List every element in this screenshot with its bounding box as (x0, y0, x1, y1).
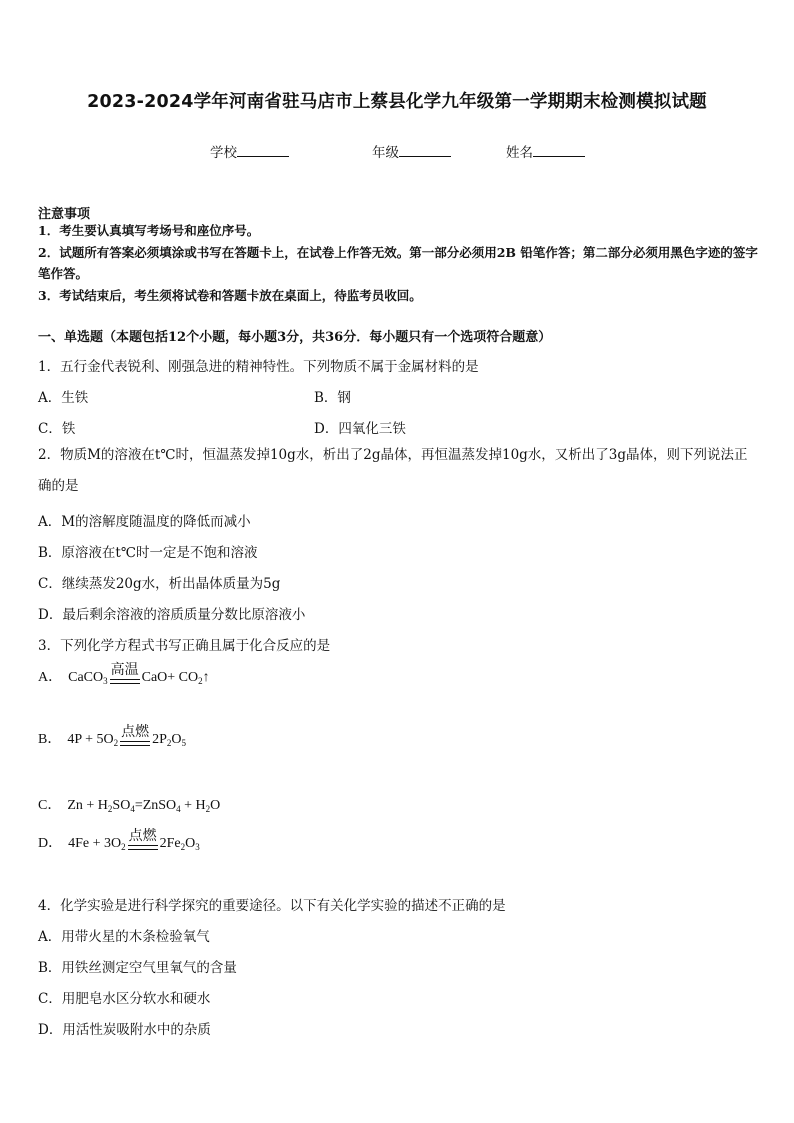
question-1-stem: 1．五行金代表锐利、刚强急进的精神特性。下列物质不属于金属材料的是 (38, 359, 479, 375)
q2-option-b[interactable]: B．原溶液在t℃时一定是不饱和溶液 (38, 545, 258, 561)
q1-option-b[interactable]: B．钢 (314, 390, 351, 406)
section-heading: 一、单选题（本题包括12个小题，每小题3分，共36分．每小题只有一个选项符合题意） (38, 330, 552, 345)
q3-option-a[interactable]: A． CaCO$_3$ 高温 $CaO+ CO_2↑$ (38, 662, 210, 686)
page-title: 2023-2024学年河南省驻马店市上蔡县化学九年级第一学期期末检测模拟试题 (87, 92, 707, 112)
q3-option-d[interactable]: D． $4Fe + 3O_2$ 点燃 $2Fe_2O_3$ (38, 828, 200, 852)
q4-option-c[interactable]: C．用肥皂水区分软水和硬水 (38, 991, 211, 1007)
question-3-stem: 3．下列化学方程式书写正确且属于化合反应的是 (38, 638, 331, 654)
q2-option-c[interactable]: C．继续蒸发20g水，析出晶体质量为5g (38, 576, 281, 592)
q3-option-c-label: C． (38, 798, 62, 813)
q3-option-d-label: D． (38, 836, 63, 851)
question-2-stem: 2．物质M的溶液在t℃时，恒温蒸发掉10g水，析出了2g晶体，再恒温蒸发掉10g水，又析出了3g晶体，则下列说法正确的是 (38, 447, 748, 494)
school-blank[interactable] (237, 144, 289, 157)
q3-a-condition: 高温 (110, 662, 139, 678)
q2-option-a[interactable]: A．M的溶解度随温度的降低而减小 (38, 514, 251, 530)
name-blank[interactable] (533, 144, 585, 157)
q3-b-condition: 点燃 (121, 724, 150, 740)
note-item: 2．试题所有答案必须填涂或书写在答题卡上，在试卷上作答无效。第一部分必须用2B 铅笔作答；第二部分必须用黑色字迹的签字笔作答。 (38, 245, 758, 281)
school-label: 学校 (210, 145, 237, 161)
q1-option-d[interactable]: D．四氧化三铁 (314, 421, 406, 437)
q3-option-a-label: A． (38, 670, 63, 685)
q4-option-d[interactable]: D．用活性炭吸附水中的杂质 (38, 1022, 211, 1038)
q1-option-c[interactable]: C．铁 (38, 421, 76, 437)
notes-heading: 注意事项 (38, 207, 91, 222)
grade-blank[interactable] (399, 144, 451, 157)
q2-option-d[interactable]: D．最后剩余溶液的溶质质量分数比原溶液小 (38, 607, 306, 623)
note-item: 3．考试结束后，考生须将试卷和答题卡放在桌面上，待监考员收回。 (38, 288, 422, 303)
question-4-stem: 4．化学实验是进行科学探究的重要途径。以下有关化学实验的描述不正确的是 (38, 898, 506, 914)
q4-option-a[interactable]: A．用带火星的木条检验氧气 (38, 929, 210, 945)
q3-d-condition: 点燃 (128, 828, 157, 844)
note-item: 1．考生要认真填写考场号和座位序号。 (38, 223, 260, 238)
q4-option-b[interactable]: B．用铁丝测定空气里氧气的含量 (38, 960, 237, 976)
q3-option-b[interactable]: B． $4P + 5O_2$ 点燃 $2P_2O_5$ (38, 724, 187, 748)
name-label: 姓名 (506, 145, 533, 161)
grade-field[interactable] (372, 141, 451, 161)
name-field[interactable] (506, 141, 585, 161)
q1-option-a[interactable]: A．生铁 (38, 390, 89, 406)
q3-option-c[interactable]: C． $Zn + H_2SO_4=ZnSO_4 + H_2O$ (38, 794, 220, 814)
grade-label: 年级 (372, 145, 399, 161)
q3-option-b-label: B． (38, 732, 62, 747)
school-field[interactable] (210, 141, 289, 161)
